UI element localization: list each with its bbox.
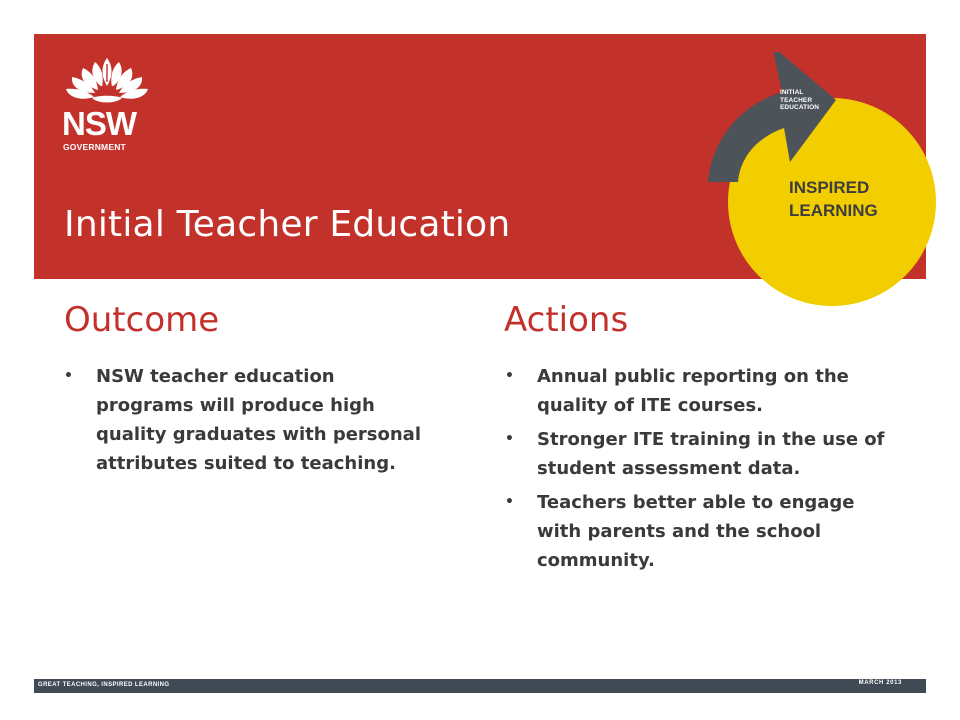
bullet-icon: • (505, 494, 514, 510)
list-item-text: Stronger ITE training in the use of student assessment data. (537, 429, 885, 479)
list-item (503, 425, 903, 483)
footer-tagline: GREAT TEACHING, INSPIRED LEARNING (38, 682, 170, 688)
bullet-icon: • (505, 368, 514, 384)
list-item-text: Annual public reporting on the quality of ITE courses. (537, 366, 849, 416)
actions-list (503, 362, 903, 580)
list-item-text: NSW teacher education programs will produce high quality graduates with personal attributes suited to teaching. (96, 366, 422, 474)
outcome-list (62, 362, 422, 483)
logo-wordmark: NSW (62, 105, 136, 142)
arrow-label-line: EDUCATION (780, 104, 820, 111)
circle-label-line: INSPIRED (789, 178, 870, 197)
footer-bar (34, 679, 926, 693)
bullet-icon: • (505, 431, 514, 447)
circle-label (789, 176, 878, 222)
actions-heading: Actions (504, 300, 629, 340)
arrow-label (780, 89, 819, 112)
bullet-icon: • (64, 368, 73, 384)
list-item (503, 362, 903, 420)
waratah-icon (62, 56, 152, 108)
circle-label-line: LEARNING (789, 201, 878, 220)
footer-date: MARCH 2013 (858, 680, 902, 686)
list-item (503, 488, 903, 575)
nsw-government-logo (62, 56, 152, 156)
arrow-label-line: INITIAL (780, 89, 804, 96)
inspired-learning-cycle-graphic (698, 52, 948, 312)
logo-subtitle: GOVERNMENT (63, 142, 126, 152)
outcome-heading: Outcome (64, 300, 220, 340)
title-banner (34, 34, 926, 279)
list-item-text: Teachers better able to engage with parents and the school community. (537, 492, 855, 571)
page-title: Initial Teacher Education (64, 204, 511, 245)
arrow-label-line: TEACHER (780, 96, 813, 104)
list-item (62, 362, 422, 478)
